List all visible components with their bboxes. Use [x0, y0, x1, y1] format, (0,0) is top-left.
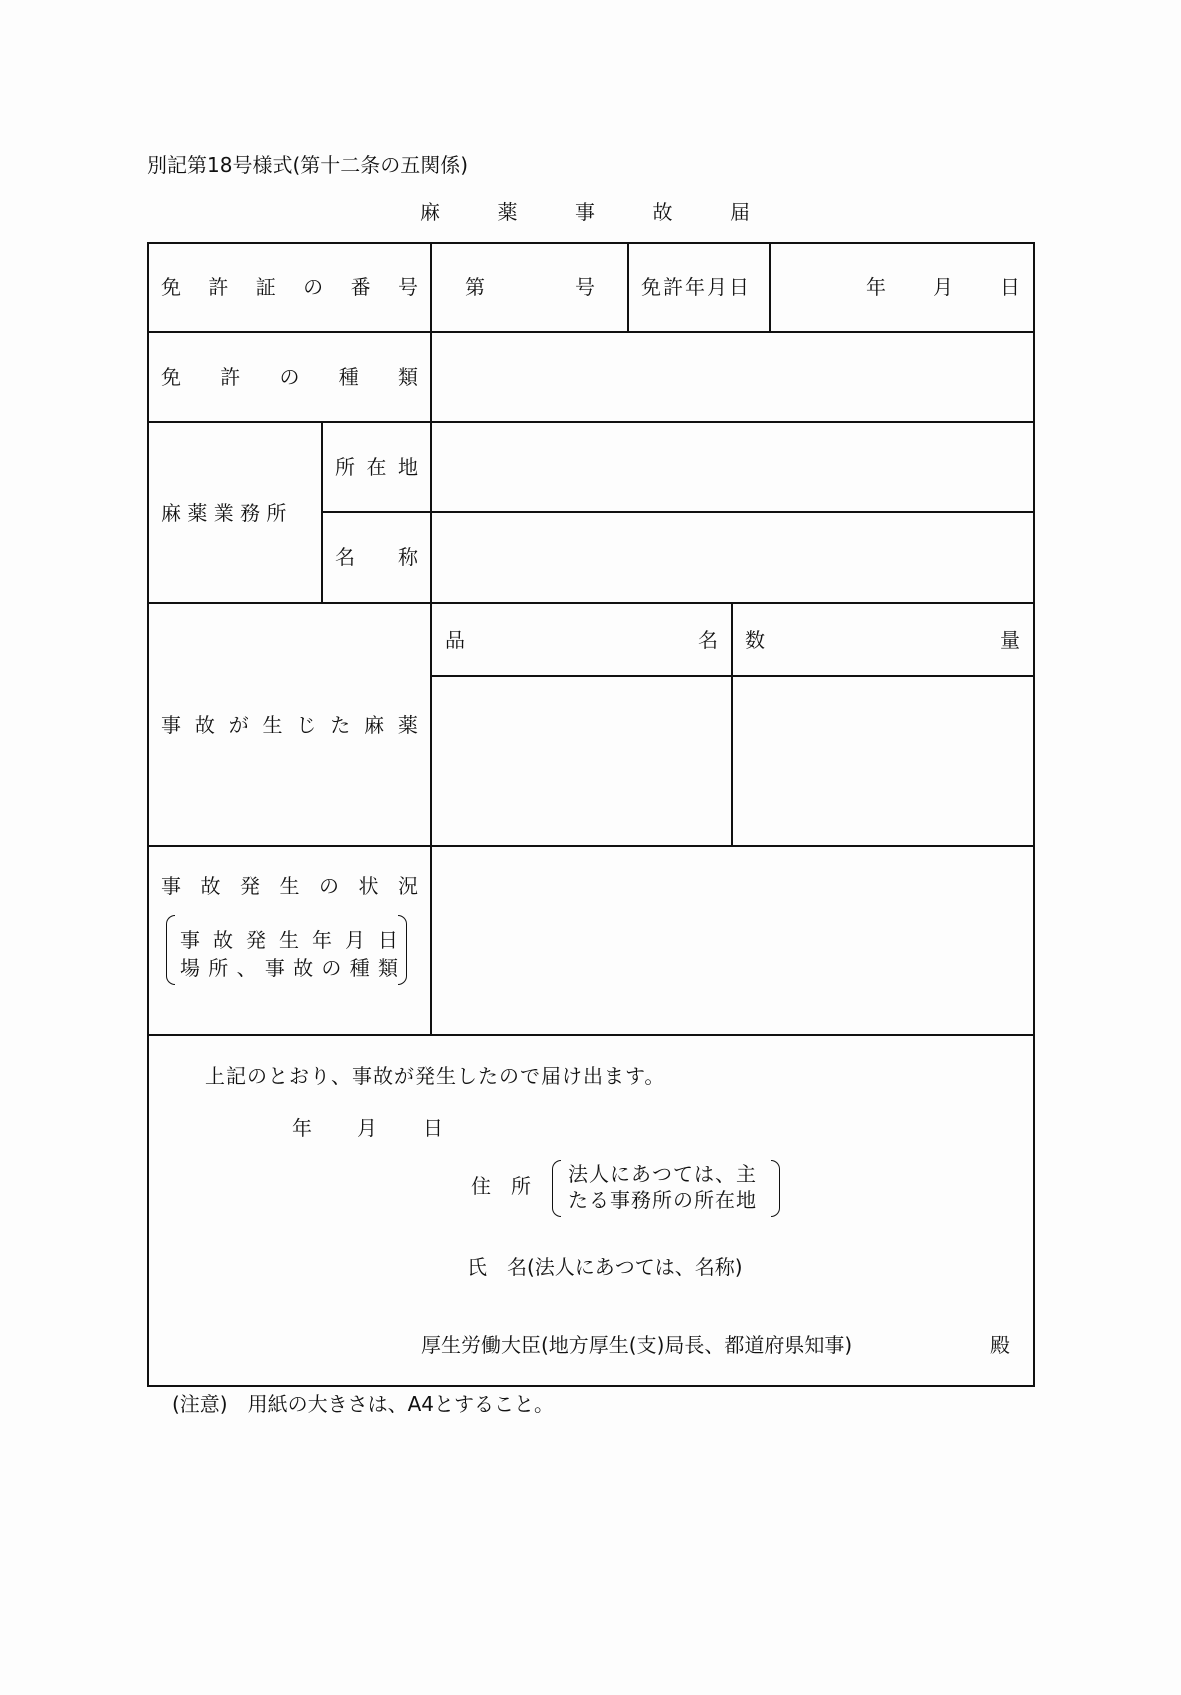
table-border-left	[147, 242, 149, 1387]
form-title	[420, 201, 750, 223]
note-char: 故	[293, 956, 314, 980]
label-char: 事	[161, 713, 181, 737]
situation-note-line2	[180, 957, 398, 979]
left-bracket-icon	[552, 1160, 561, 1217]
title-char: 故	[652, 200, 673, 224]
address-note-line2: たる事務所の所在地	[568, 1188, 757, 1212]
situation-label	[161, 875, 418, 897]
license-number-suffix: 号	[575, 275, 595, 299]
table-border-right	[1033, 242, 1035, 1387]
license-date-year[interactable]: 年	[866, 275, 886, 299]
note-char: 月	[345, 928, 365, 952]
quantity-field[interactable]	[745, 690, 1020, 830]
label-char: 故	[194, 713, 215, 737]
label-char: の	[319, 874, 339, 898]
note-char: 生	[279, 928, 299, 952]
label-char: じ	[296, 713, 317, 737]
title-char: 届	[730, 200, 750, 224]
declaration-date-day[interactable]: 日	[423, 1116, 443, 1140]
label-char: 類	[398, 365, 418, 389]
office-name-label	[335, 546, 418, 568]
label-char: 番	[350, 275, 371, 299]
name-label: 氏 名(法人にあつては、名称)	[467, 1255, 743, 1279]
label-char: 薬	[397, 713, 418, 737]
note-char: 発	[246, 928, 266, 952]
label-char: の	[279, 365, 300, 389]
office-name-field[interactable]	[445, 546, 1015, 576]
row-divider	[147, 845, 1035, 847]
title-char: 薬	[497, 200, 518, 224]
footnote: (注意) 用紙の大きさは、A4とすること。	[172, 1392, 555, 1416]
note-char: 年	[312, 928, 332, 952]
label-char: 名	[335, 545, 355, 569]
col-divider	[321, 421, 323, 604]
license-date-label: 免許年月日	[641, 275, 751, 299]
office-address-field[interactable]	[445, 456, 1015, 486]
note-char: 所	[208, 956, 229, 980]
note-char: の	[321, 956, 342, 980]
label-char: 称	[398, 545, 418, 569]
note-char: 故	[213, 928, 233, 952]
note-char: 、	[236, 956, 257, 980]
col-divider	[731, 602, 733, 847]
row-divider	[147, 331, 1035, 333]
note-char: 種	[349, 956, 370, 980]
row-divider	[147, 421, 1035, 423]
declaration-date-month[interactable]: 月	[357, 1116, 377, 1140]
label-char: 生	[262, 713, 283, 737]
license-number-label	[161, 276, 418, 298]
col-divider	[430, 242, 432, 1036]
note-char: 日	[378, 928, 398, 952]
label-char: 在	[366, 455, 387, 479]
license-type-label	[161, 366, 418, 388]
label-char: 号	[397, 275, 418, 299]
label-char: 状	[358, 874, 379, 898]
address-note-line1: 法人にあつては、主	[568, 1162, 757, 1186]
note-char: 事	[180, 928, 200, 952]
header-char: 量	[1000, 628, 1020, 652]
label-char: 種	[338, 365, 359, 389]
row-divider	[431, 675, 1035, 677]
office-address-label	[335, 456, 418, 478]
header-char: 数	[745, 628, 765, 652]
form-reference: 別記第18号様式(第十二条の五関係)	[147, 153, 469, 177]
label-char: 故	[200, 874, 221, 898]
right-bracket-icon	[398, 915, 407, 985]
label-char: 証	[255, 275, 276, 299]
col-divider	[769, 242, 771, 333]
note-char: 場	[180, 956, 200, 980]
right-bracket-icon	[771, 1160, 780, 1217]
label-char: の	[303, 275, 324, 299]
label-char: 許	[220, 365, 241, 389]
col-divider	[627, 242, 629, 333]
table-border-bottom	[147, 1385, 1035, 1387]
header-char: 名	[698, 628, 718, 652]
row-divider	[147, 602, 1035, 604]
label-char: 所	[335, 455, 355, 479]
situation-field[interactable]	[445, 860, 1015, 1020]
license-type-field[interactable]	[445, 366, 1015, 396]
license-date-month[interactable]: 月	[933, 275, 953, 299]
note-char: 類	[377, 956, 398, 980]
situation-note-line1	[180, 929, 398, 951]
addressee: 厚生労働大臣(地方厚生(支)局長、都道府県知事)	[421, 1333, 853, 1357]
license-number-prefix: 第	[465, 275, 485, 299]
address-label: 住 所	[471, 1174, 531, 1198]
table-border-top	[147, 242, 1035, 244]
label-char: 生	[279, 874, 300, 898]
title-char: 麻	[420, 200, 440, 224]
label-char: 許	[208, 275, 229, 299]
license-date-day[interactable]: 日	[1000, 275, 1020, 299]
product-name-header	[445, 629, 718, 651]
label-char: 地	[398, 455, 418, 479]
header-char: 品	[445, 628, 465, 652]
declaration-date-year[interactable]: 年	[292, 1116, 312, 1140]
row-divider	[147, 1034, 1035, 1036]
declaration-statement: 上記のとおり、事故が発生したので届け出ます。	[205, 1064, 666, 1088]
honorific: 殿	[990, 1333, 1010, 1357]
license-number-field[interactable]	[465, 276, 595, 298]
label-char: 免	[161, 275, 181, 299]
label-char: 免	[161, 365, 181, 389]
label-char: が	[228, 713, 249, 737]
note-char: 事	[264, 956, 285, 980]
product-name-field[interactable]	[445, 690, 720, 830]
title-char: 事	[575, 200, 595, 224]
label-char: 発	[240, 874, 260, 898]
office-label: 麻 薬 業 務 所	[161, 501, 287, 525]
label-char: 況	[398, 874, 418, 898]
label-char: た	[330, 713, 351, 737]
row-divider	[322, 511, 1035, 513]
label-char: 麻	[364, 713, 385, 737]
quantity-header	[745, 629, 1020, 651]
label-char: 事	[161, 874, 181, 898]
left-bracket-icon	[166, 915, 175, 985]
drug-label	[161, 714, 418, 736]
